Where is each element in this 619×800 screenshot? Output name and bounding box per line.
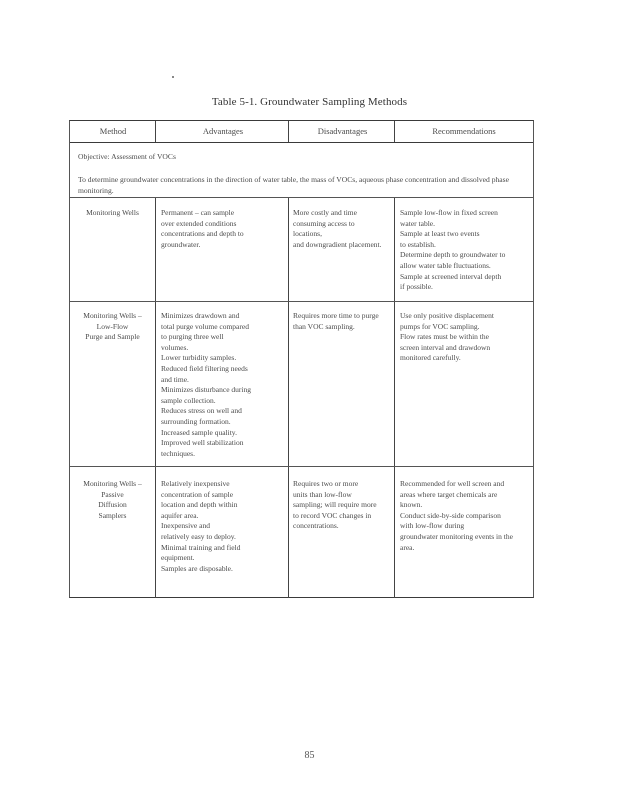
text-line: and time. xyxy=(161,374,189,384)
text-line: Improved well stabilization xyxy=(161,438,244,448)
method-line: Monitoring Wells xyxy=(86,208,139,217)
column-header-recommendations: Recommendations xyxy=(432,126,496,136)
text-line: consuming access to xyxy=(293,218,355,228)
advantages-cell xyxy=(161,479,287,574)
column-header-advantages: Advantages xyxy=(202,126,244,136)
text-line: Inexpensive and xyxy=(161,521,210,531)
text-line: than VOC sampling. xyxy=(293,321,355,331)
text-line: groundwater monitoring events in the xyxy=(400,531,513,541)
text-line: Minimizes disturbance during xyxy=(161,385,251,395)
disadvantages-cell xyxy=(293,208,393,250)
method-line: Monitoring Wells – xyxy=(83,479,142,488)
disadvantages-cell xyxy=(293,311,393,332)
text-line: Permanent – can sample xyxy=(161,208,235,217)
text-line: relatively easy to deploy. xyxy=(161,531,236,541)
text-line: groundwater. xyxy=(161,239,201,249)
advantages-cell xyxy=(161,311,287,459)
text-line: Use only positive displacement xyxy=(400,311,494,320)
text-line: Reduced field filtering needs xyxy=(161,363,248,373)
method-cell xyxy=(70,311,155,343)
row-divider xyxy=(70,466,533,467)
method-line: Purge and Sample xyxy=(85,332,140,342)
text-line: water table. xyxy=(400,218,435,228)
column-header-method: Method xyxy=(99,126,127,136)
table-title: Table 5-1. Groundwater Sampling Methods xyxy=(211,96,408,108)
method-line: Low-Flow xyxy=(96,321,129,331)
column-divider xyxy=(155,198,156,598)
recommendations-cell xyxy=(400,479,530,553)
text-line: total purge volume compared xyxy=(161,321,249,331)
disadvantages-cell xyxy=(293,479,393,532)
text-line: allow water table fluctuations. xyxy=(400,260,491,270)
text-line: Minimizes drawdown and xyxy=(161,311,240,320)
text-line: equipment. xyxy=(161,553,195,563)
scan-speck xyxy=(172,76,174,78)
page-number: 85 xyxy=(304,750,315,761)
header-row xyxy=(70,121,533,143)
recommendations-cell xyxy=(400,311,530,364)
text-line: Flow rates must be within the xyxy=(400,332,489,342)
text-line: aquifer area. xyxy=(161,510,199,520)
text-line: Requires two or more xyxy=(293,479,359,488)
text-line: Relatively inexpensive xyxy=(161,479,230,488)
method-cell xyxy=(70,208,155,219)
text-line: Sample at screened interval depth xyxy=(400,271,502,281)
method-line: Monitoring Wells – xyxy=(83,311,142,320)
column-header-disadvantages: Disadvantages xyxy=(317,126,368,136)
text-line: areas where target chemicals are xyxy=(400,489,498,499)
objective-description: To determine groundwater concentrations in the direction of water table, the mass of VOCs, aqueous phase concentration and dissolved phase monitoring. xyxy=(78,175,509,195)
column-divider xyxy=(394,198,395,598)
text-line: Determine depth to groundwater to xyxy=(400,250,506,260)
text-line: over extended conditions xyxy=(161,218,237,228)
text-line: volumes. xyxy=(161,342,189,352)
header-divider xyxy=(155,121,156,142)
text-line: area. xyxy=(400,542,415,552)
recommendations-cell xyxy=(400,208,530,293)
text-line: Increased sample quality. xyxy=(161,427,237,437)
sampling-methods-table xyxy=(69,120,534,598)
row-divider xyxy=(70,301,533,302)
text-line: Samples are disposable. xyxy=(161,563,233,573)
objective-block xyxy=(78,151,523,196)
method-line: Passive xyxy=(101,489,124,499)
text-line: concentrations. xyxy=(293,521,339,531)
text-line: monitored carefully. xyxy=(400,353,461,363)
text-line: screen interval and drawdown xyxy=(400,342,491,352)
text-line: techniques. xyxy=(161,448,195,458)
text-line: Sample low-flow in fixed screen xyxy=(400,208,498,217)
text-line: units than low-flow xyxy=(293,489,352,499)
header-divider xyxy=(394,121,395,142)
text-line: location and depth within xyxy=(161,500,238,510)
row-divider xyxy=(70,197,533,198)
text-line: and downgradient placement. xyxy=(293,239,382,249)
text-line: pumps for VOC sampling. xyxy=(400,321,480,331)
text-line: to establish. xyxy=(400,239,436,249)
text-line: locations, xyxy=(293,229,322,239)
text-line: concentration of sample xyxy=(161,489,234,499)
text-line: Lower turbidity samples. xyxy=(161,353,237,363)
text-line: Minimal training and field xyxy=(161,542,241,552)
objective-line: Objective: Assessment of VOCs xyxy=(78,152,176,161)
text-line: Sample at least two events xyxy=(400,229,480,239)
text-line: with low-flow during xyxy=(400,521,465,531)
method-line: Samplers xyxy=(98,510,127,520)
text-line: Reduces stress on well and xyxy=(161,406,242,416)
text-line: to record VOC changes in xyxy=(293,510,372,520)
text-line: Requires more time to purge xyxy=(293,311,379,320)
column-divider xyxy=(288,198,289,598)
text-line: concentrations and depth to xyxy=(161,229,244,239)
text-line: Recommended for well screen and xyxy=(400,479,505,488)
method-line: Diffusion xyxy=(98,500,127,510)
text-line: to purging three well xyxy=(161,332,224,342)
text-line: known. xyxy=(400,500,423,510)
text-line: if possible. xyxy=(400,282,433,292)
header-divider xyxy=(288,121,289,142)
text-line: surrounding formation. xyxy=(161,416,231,426)
method-cell xyxy=(70,479,155,521)
text-line: sample collection. xyxy=(161,395,216,405)
text-line: Conduct side-by-side comparison xyxy=(400,510,501,520)
text-line: sampling; will require more xyxy=(293,500,377,510)
text-line: More costly and time xyxy=(293,208,357,217)
advantages-cell xyxy=(161,208,287,250)
